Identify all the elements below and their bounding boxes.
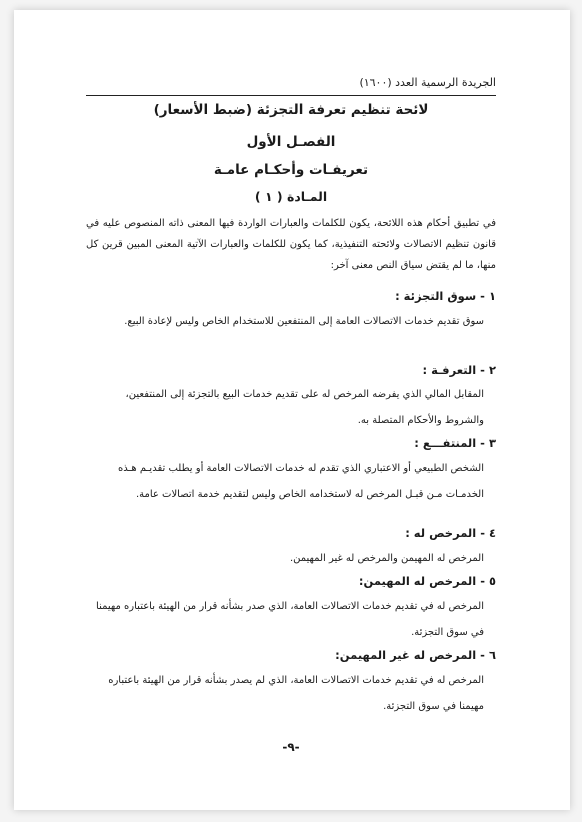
definition-text-6: المرخص له في تقديم خدمات الاتصالات العامة، الذي لم يصدر بشأنه قرار من الهيئة باعتباره مهيمنا في سوق التجزئة. bbox=[108, 675, 484, 712]
definition-term-6: ٦ - المرخص له غير المهيمن: bbox=[335, 648, 496, 662]
definition-term-3: ٣ - المنتفـــع : bbox=[414, 436, 496, 450]
definition-term-2: ٢ - التعرفـة : bbox=[422, 363, 496, 377]
definition-term-5: ٥ - المرخص له المهيمن: bbox=[358, 574, 496, 588]
definition-text-2: المقابل المالي الذي يفرضه المرخص له على تقديم خدمات البيع بالتجزئة إلى المنتفعين، والشروط والأحكام المتصلة به. bbox=[125, 389, 484, 426]
definition-text-3: الشخص الطبيعي أو الاعتباري الذي تقدم له خدمات الاتصالات العامة أو يطلب تقديـم هـذه الخدمـات مـن قبـل المرخص له لاستخدامه الخاص وليس لتقديم خدمة اتصالات عامة. bbox=[117, 463, 484, 500]
definition-text-5: المرخص له في تقديم خدمات الاتصالات العامة، الذي صدر بشأنه قرار من الهيئة باعتباره مهيمنا في سوق التجزئة. bbox=[96, 601, 484, 638]
article-heading: المـادة ( ١ ) bbox=[254, 189, 328, 204]
chapter-heading: الفصـل الأول bbox=[246, 134, 336, 150]
chapter-subtitle: تعريفـات وأحكـام عامـة bbox=[213, 162, 369, 178]
definition-term-4: ٤ - المرخص له : bbox=[405, 526, 496, 540]
journal-header: الجريدة الرسمية العدد (١٦٠٠) bbox=[359, 76, 496, 89]
intro-paragraph: في تطبيق أحكام هذه اللائحة، يكون للكلمات والعبارات الواردة فيها المعنى ذاته المنصوص عليه في قانون تنظيم الاتصالات ولائحته التنفيذية، كما يكون للكلمات والعبارات الآتية المعنى المبين قرين كل منها، ما لم يقتض سياق النص معنى آخر: bbox=[86, 218, 496, 271]
page-number: -٩- bbox=[282, 740, 300, 754]
definition-text-1: سوق تقديم خدمات الاتصالات العامة إلى المنتفعين للاستخدام الخاص وليس لإعادة البيع. bbox=[124, 316, 484, 327]
regulation-title: لائحة تنظيم تعرفة التجزئة (ضبط الأسعار) bbox=[153, 102, 429, 118]
header-divider bbox=[86, 95, 496, 96]
definition-term-1: ١ - سوق التجزئة : bbox=[395, 289, 496, 303]
definition-text-4: المرخص له المهيمن والمرخص له غير المهيمن. bbox=[289, 553, 484, 564]
